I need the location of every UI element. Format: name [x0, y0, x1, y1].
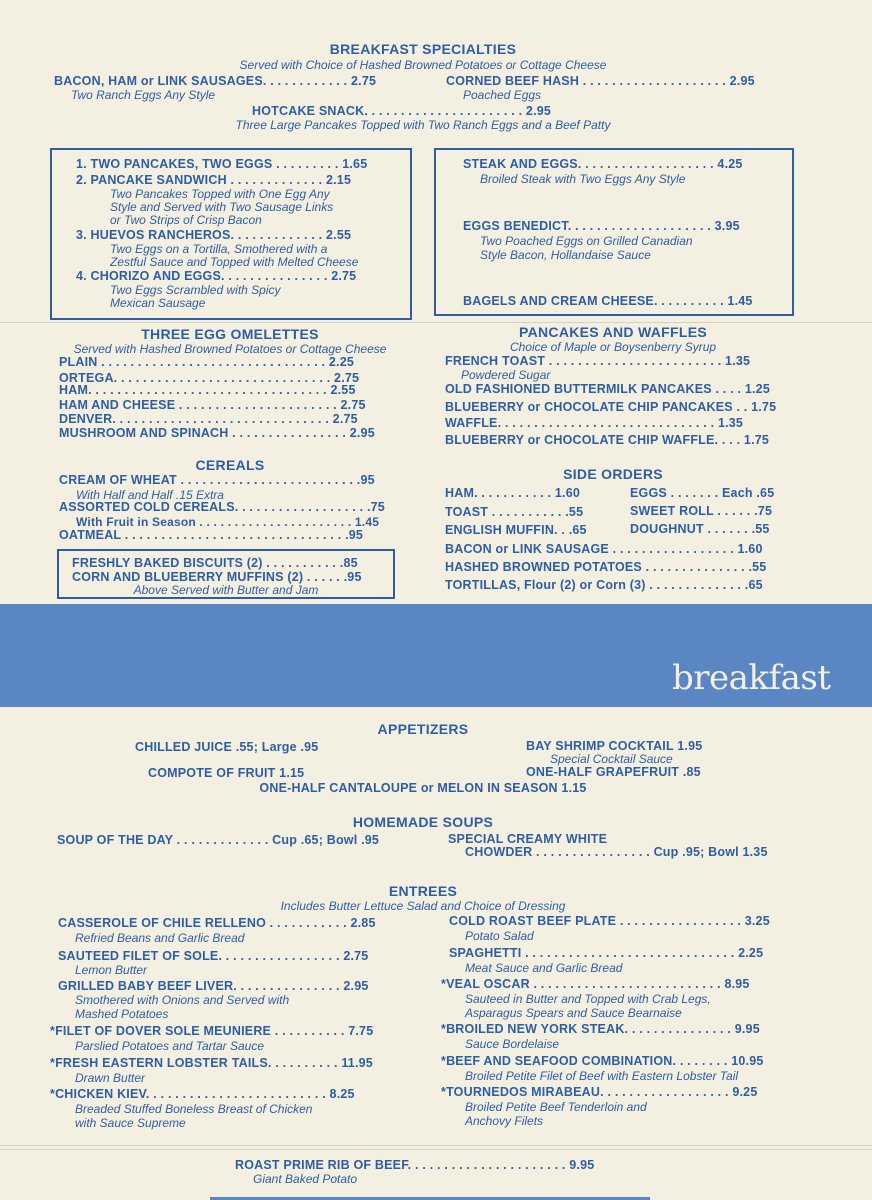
menu-item: STEAK AND EGGS. . . . . . . . . . . . . . . . . . . 4.25 — [463, 157, 743, 171]
item-description: Broiled Petite Beef Tenderloin and — [465, 1100, 647, 1114]
item-description: Two Eggs Scrambled with Spicy — [110, 283, 281, 297]
item-description: Anchovy Filets — [465, 1114, 544, 1128]
breakfast-specialties-title: BREAKFAST SPECIALTIES — [329, 41, 517, 57]
item-description: Above Served with Butter and Jam — [133, 583, 319, 597]
menu-item: WAFFLE. . . . . . . . . . . . . . . . . . . . . . . . . . . . . . 1.35 — [445, 416, 744, 430]
menu-item: 2. PANCAKE SANDWICH . . . . . . . . . . . . . 2.15 — [76, 173, 352, 187]
item-description: Two Pancakes Topped with One Egg Any — [110, 187, 330, 201]
menu-item: OATMEAL . . . . . . . . . . . . . . . . . . . . . . . . . . . . . . .95 — [59, 528, 364, 542]
menu-item: ORTEGA. . . . . . . . . . . . . . . . . . . . . . . . . . . . . . 2.75 — [59, 371, 360, 385]
menu-item: 4. CHORIZO AND EGGS. . . . . . . . . . . . . . . 2.75 — [76, 269, 357, 283]
menu-item: HOTCAKE SNACK. . . . . . . . . . . . . . . . . . . . . . 2.95 — [252, 104, 552, 118]
menu-item: *CHICKEN KIEV. . . . . . . . . . . . . . . . . . . . . . . . . 8.25 — [50, 1087, 355, 1101]
breakfast-specialties-subtitle: Served with Choice of Hashed Browned Potatoes or Cottage Cheese — [239, 58, 607, 72]
item-description: Style Bacon, Hollandaise Sauce — [480, 248, 651, 262]
menu-item: *BEEF AND SEAFOOD COMBINATION. . . . . . . . 10.95 — [441, 1054, 764, 1068]
menu-item: COLD ROAST BEEF PLATE . . . . . . . . . . . . . . . . . 3.25 — [449, 914, 770, 928]
menu-item: CHOWDER . . . . . . . . . . . . . . . . Cup .95; Bowl 1.35 — [465, 845, 768, 859]
side-orders-title: SIDE ORDERS — [563, 466, 663, 482]
menu-item: BLUEBERRY or CHOCOLATE CHIP WAFFLE. . . . 1.75 — [445, 433, 770, 447]
item-description: Two Eggs on a Tortilla, Smothered with a — [110, 242, 328, 256]
menu-item: HAM. . . . . . . . . . . . . . . . . . . . . . . . . . . . . . . . . 2.55 — [59, 383, 356, 397]
menu-item: TOAST . . . . . . . . . . .55 — [445, 505, 584, 519]
item-description: Two Poached Eggs on Grilled Canadian — [480, 234, 693, 248]
menu-item: 1. TWO PANCAKES, TWO EGGS . . . . . . . . . 1.65 — [76, 157, 368, 171]
menu-item: *VEAL OSCAR . . . . . . . . . . . . . . . . . . . . . . . . . . 8.95 — [441, 977, 750, 991]
appetizers-title: APPETIZERS — [377, 721, 469, 737]
menu-item: FRESHLY BAKED BISCUITS (2) . . . . . . . . . . .85 — [72, 556, 358, 570]
menu-item: OLD FASHIONED BUTTERMILK PANCAKES . . . . 1.25 — [445, 382, 770, 396]
menu-item: GRILLED BABY BEEF LIVER. . . . . . . . . . . . . . . 2.95 — [58, 979, 369, 993]
menu-item: PLAIN . . . . . . . . . . . . . . . . . . . . . . . . . . . . . . . 2.25 — [59, 355, 355, 369]
item-description: Broiled Petite Filet of Beef with Eastern Lobster Tail — [465, 1069, 739, 1083]
item-description: Mexican Sausage — [110, 296, 206, 310]
menu-item: CORN AND BLUEBERRY MUFFINS (2) . . . . . .95 — [72, 570, 362, 584]
item-description: Parslied Potatoes and Tartar Sauce — [75, 1039, 265, 1053]
entrees-title: ENTREES — [388, 883, 458, 899]
menu-item: EGGS . . . . . . . Each .65 — [630, 486, 775, 500]
item-description: Two Ranch Eggs Any Style — [71, 88, 216, 102]
menu-item: BACON or LINK SAUSAGE . . . . . . . . . . . . . . . . . 1.60 — [445, 542, 763, 556]
menu-item: CHILLED JUICE .55; Large .95 — [135, 740, 319, 754]
item-description: Refried Beans and Garlic Bread — [75, 931, 245, 945]
menu-item: SPAGHETTI . . . . . . . . . . . . . . . . . . . . . . . . . . . . . 2.25 — [449, 946, 764, 960]
item-description: Broiled Steak with Two Eggs Any Style — [480, 172, 686, 186]
item-description: Powdered Sugar — [461, 368, 551, 382]
menu-item: MUSHROOM AND SPINACH . . . . . . . . . . . . . . . . 2.95 — [59, 426, 375, 440]
menu-item: *FRESH EASTERN LOBSTER TAILS. . . . . . . . . . 11.95 — [50, 1056, 373, 1070]
menu-item: *BROILED NEW YORK STEAK. . . . . . . . . . . . . . . 9.95 — [441, 1022, 760, 1036]
menu-item: HAM AND CHEESE . . . . . . . . . . . . . . . . . . . . . . 2.75 — [59, 398, 366, 412]
soups-title: HOMEMADE SOUPS — [352, 814, 494, 830]
item-description: Mashed Potatoes — [75, 1007, 169, 1021]
item-description: Lemon Butter — [75, 963, 148, 977]
item-description: Potato Salad — [465, 929, 534, 943]
menu-item: HAM. . . . . . . . . . . 1.60 — [445, 486, 580, 500]
menu-item: *TOURNEDOS MIRABEAU. . . . . . . . . . . . . . . . . . 9.25 — [441, 1085, 758, 1099]
menu-item: DOUGHNUT . . . . . . .55 — [630, 522, 770, 536]
menu-item: BLUEBERRY or CHOCOLATE CHIP PANCAKES . . 1.75 — [445, 400, 777, 414]
menu-item: SPECIAL CREAMY WHITE — [448, 832, 608, 846]
item-description: with Sauce Supreme — [75, 1116, 186, 1130]
menu-item: ROAST PRIME RIB OF BEEF. . . . . . . . . . . . . . . . . . . . . . 9.95 — [235, 1158, 595, 1172]
page-fold — [0, 1145, 872, 1146]
menu-item: SOUP OF THE DAY . . . . . . . . . . . . . Cup .65; Bowl .95 — [57, 833, 380, 847]
item-description: With Half and Half .15 Extra — [76, 488, 224, 502]
omelettes-title: THREE EGG OMELETTES — [141, 326, 319, 342]
menu-item: *FILET OF DOVER SOLE MEUNIERE . . . . . . . . . . 7.75 — [50, 1024, 374, 1038]
band-title: breakfast — [672, 658, 831, 698]
menu-item: SWEET ROLL . . . . . .75 — [630, 504, 773, 518]
menu-item: SAUTEED FILET OF SOLE. . . . . . . . . . . . . . . . . 2.75 — [58, 949, 369, 963]
menu-item: HASHED BROWNED POTATOES . . . . . . . . . . . . . . .55 — [445, 560, 767, 574]
page-fold — [0, 322, 872, 323]
cereals-title: CEREALS — [195, 457, 265, 473]
menu-item: BACON, HAM or LINK SAUSAGES. . . . . . . . . . . . 2.75 — [54, 74, 377, 88]
menu-item: With Fruit in Season . . . . . . . . . . . . . . . . . . . . . . 1.45 — [76, 515, 380, 529]
item-description: Special Cocktail Sauce — [550, 752, 673, 766]
menu-item: BAGELS AND CREAM CHEESE. . . . . . . . . . 1.45 — [463, 294, 753, 308]
item-description: Three Large Pancakes Topped with Two Ranch Eggs and a Beef Patty — [235, 118, 611, 132]
omelettes-subtitle: Served with Hashed Browned Potatoes or Cottage Cheese — [73, 342, 387, 356]
item-description: Meat Sauce and Garlic Bread — [465, 961, 623, 975]
menu-item: CASSEROLE OF CHILE RELLENO . . . . . . . . . . . 2.85 — [58, 916, 376, 930]
item-description: or Two Strips of Crisp Bacon — [110, 213, 262, 227]
item-description: Drawn Butter — [75, 1071, 146, 1085]
menu-item: CORNED BEEF HASH . . . . . . . . . . . . . . . . . . . . 2.95 — [446, 74, 755, 88]
menu-item: 3. HUEVOS RANCHEROS. . . . . . . . . . . . . 2.55 — [76, 228, 352, 242]
item-description: Zestful Sauce and Topped with Melted Cheese — [110, 255, 359, 269]
item-description: Smothered with Onions and Served with — [75, 993, 290, 1007]
menu-item: ASSORTED COLD CEREALS. . . . . . . . . . . . . . . . . . .75 — [59, 500, 385, 514]
menu-item: BAY SHRIMP COCKTAIL 1.95 — [526, 739, 703, 753]
item-description: Asparagus Spears and Sauce Bearnaise — [465, 1006, 682, 1020]
item-description: Breaded Stuffed Boneless Breast of Chicken — [75, 1102, 313, 1116]
item-description: Sauce Bordelaise — [465, 1037, 560, 1051]
item-description: Style and Served with Two Sausage Links — [110, 200, 334, 214]
entrees-subtitle: Includes Butter Lettuce Salad and Choice of Dressing — [280, 899, 566, 913]
menu-item: EGGS BENEDICT. . . . . . . . . . . . . . . . . . . . 3.95 — [463, 219, 740, 233]
menu-item: ONE-HALF CANTALOUPE or MELON IN SEASON 1.15 — [259, 781, 587, 795]
menu-item: DENVER. . . . . . . . . . . . . . . . . . . . . . . . . . . . . . 2.75 — [59, 412, 358, 426]
menu-item: ENGLISH MUFFIN. . .65 — [445, 523, 587, 537]
menu-item: TORTILLAS, Flour (2) or Corn (3) . . . . . . . . . . . . . .65 — [445, 578, 763, 592]
pancakes-title: PANCAKES AND WAFFLES — [519, 324, 707, 340]
menu-item: COMPOTE OF FRUIT 1.15 — [148, 766, 305, 780]
menu-item: CREAM OF WHEAT . . . . . . . . . . . . . . . . . . . . . . . . .95 — [59, 473, 375, 487]
item-description: Giant Baked Potato — [253, 1172, 358, 1186]
menu-item: FRENCH TOAST . . . . . . . . . . . . . . . . . . . . . . . . 1.35 — [445, 354, 751, 368]
item-description: Sauteed in Butter and Topped with Crab Legs, — [465, 992, 711, 1006]
menu-item: ONE-HALF GRAPEFRUIT .85 — [526, 765, 701, 779]
pancakes-subtitle: Choice of Maple or Boysenberry Syrup — [509, 340, 717, 354]
page-fold — [0, 1149, 872, 1150]
item-description: Poached Eggs — [463, 88, 542, 102]
